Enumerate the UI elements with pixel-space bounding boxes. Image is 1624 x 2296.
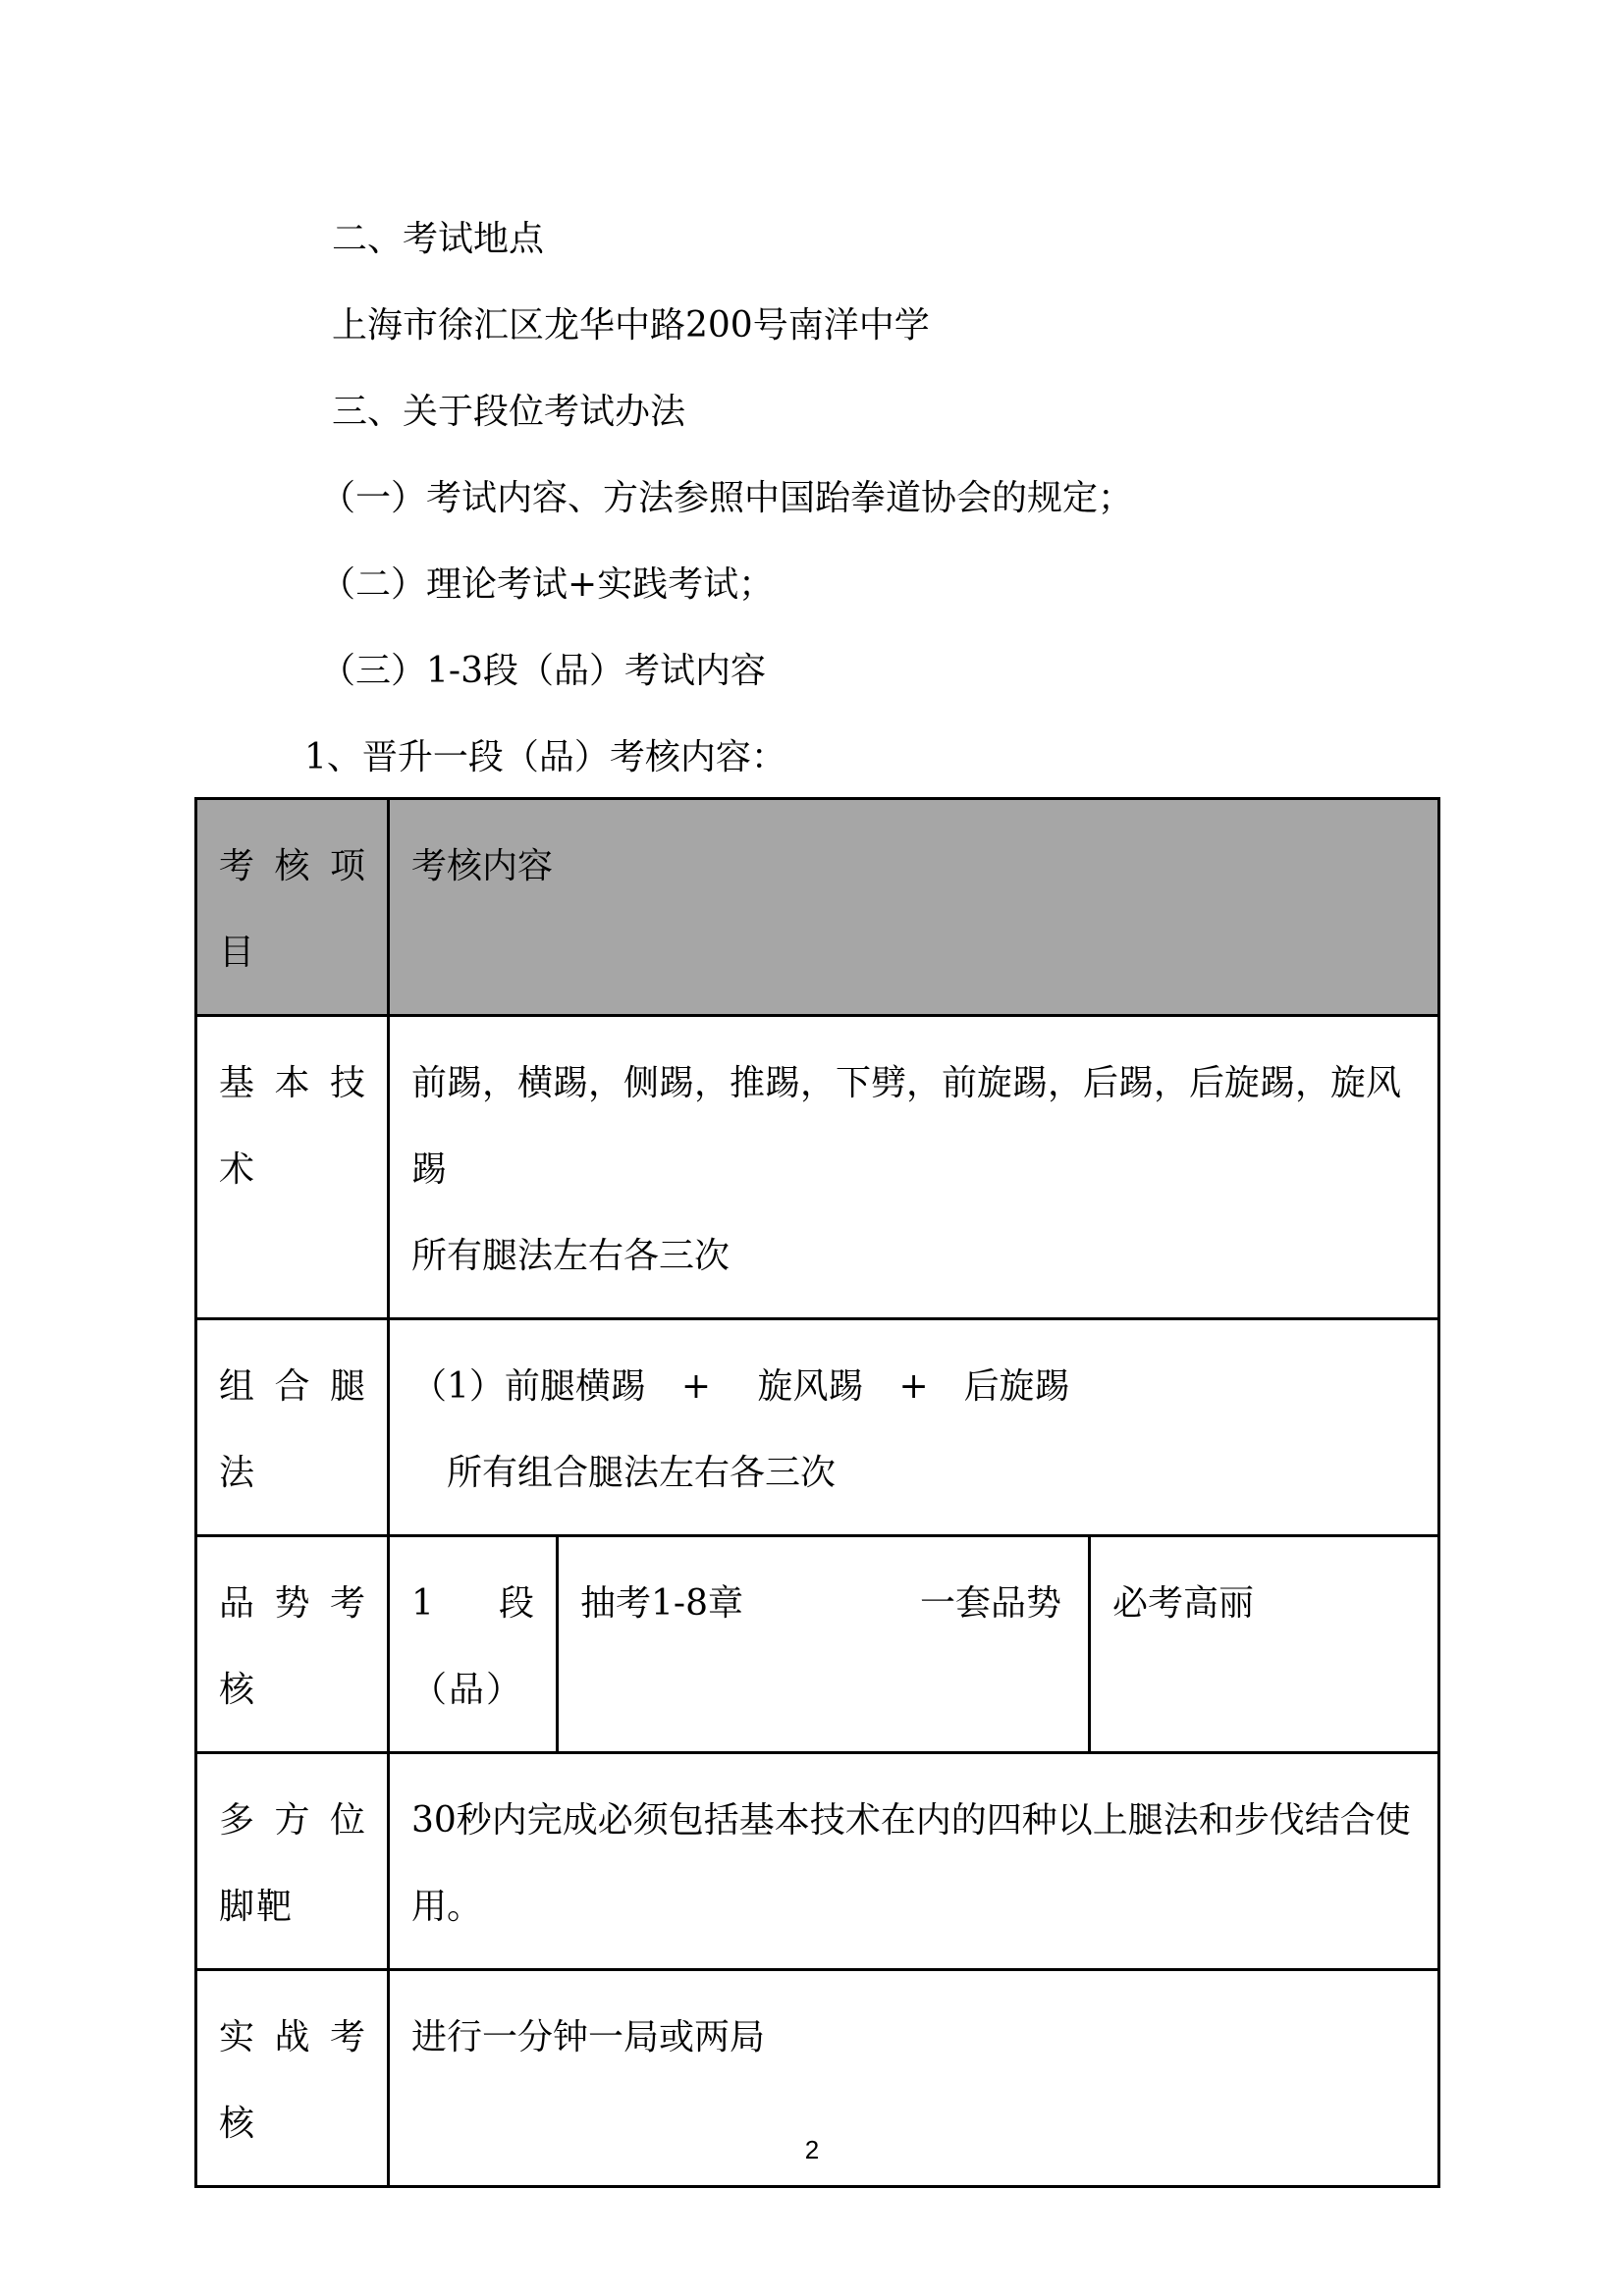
section-2-heading: 二、考试地点 xyxy=(332,219,545,259)
combo-kick-label: 组合腿法 xyxy=(196,1319,389,1536)
table-row-basic xyxy=(196,1016,1439,1319)
poomsae-required: 必考高丽 xyxy=(1090,1536,1439,1753)
sparring-content: 进行一分钟一局或两局 xyxy=(389,1970,1439,2187)
first-dan-heading: 1、晋升一段（品）考核内容： xyxy=(304,737,786,777)
basic-technique-note: 所有腿法左右各三次 xyxy=(411,1236,731,1276)
poomsae-level: 1段（品） xyxy=(389,1536,558,1753)
basic-technique-label: 基本技术 xyxy=(196,1016,389,1319)
sparring-label: 实战考核 xyxy=(196,1970,389,2187)
rule-item-1: （一）考试内容、方法参照中国跆拳道协会的规定； xyxy=(320,478,1134,518)
table-row-combo xyxy=(196,1319,1439,1536)
basic-technique-content xyxy=(389,1016,1439,1319)
target-kick-content: 30秒内完成必须包括基本技术在内的四种以上腿法和步伐结合使用。 xyxy=(389,1753,1439,1970)
header-content-cell: 考核内容 xyxy=(389,799,1439,1016)
rule-item-2: （二）理论考试+实践考试； xyxy=(320,564,775,605)
exam-location-address: 上海市徐汇区龙华中路200号南洋中学 xyxy=(332,305,930,346)
first-dan-exam-table xyxy=(194,797,1440,2188)
header-item-cell: 考核项目 xyxy=(196,799,389,1016)
table-row-poomsae xyxy=(196,1536,1439,1753)
basic-technique-kicks: 前踢，横踢，侧踢，推踢，下劈，前旋踢，后踢，后旋踢，旋风踢 xyxy=(411,1063,1402,1190)
target-kick-label: 多方位脚靶 xyxy=(196,1753,389,1970)
table-row-target xyxy=(196,1753,1439,1970)
combo-kick-sequence: （1）前腿横踢 + 旋风踢 + 后旋踢 xyxy=(411,1366,1070,1407)
combo-kick-content xyxy=(389,1319,1439,1536)
table-header-row xyxy=(196,799,1439,1016)
rule-item-3: （三）1-3段（品）考试内容 xyxy=(320,651,766,691)
poomsae-label: 品势考核 xyxy=(196,1536,389,1753)
section-3-heading: 三、关于段位考试办法 xyxy=(332,392,686,432)
page-number: 2 xyxy=(804,2135,820,2164)
poomsae-draw: 抽考1-8章 一套品势 xyxy=(558,1536,1090,1753)
combo-kick-note: 所有组合腿法左右各三次 xyxy=(447,1453,837,1493)
